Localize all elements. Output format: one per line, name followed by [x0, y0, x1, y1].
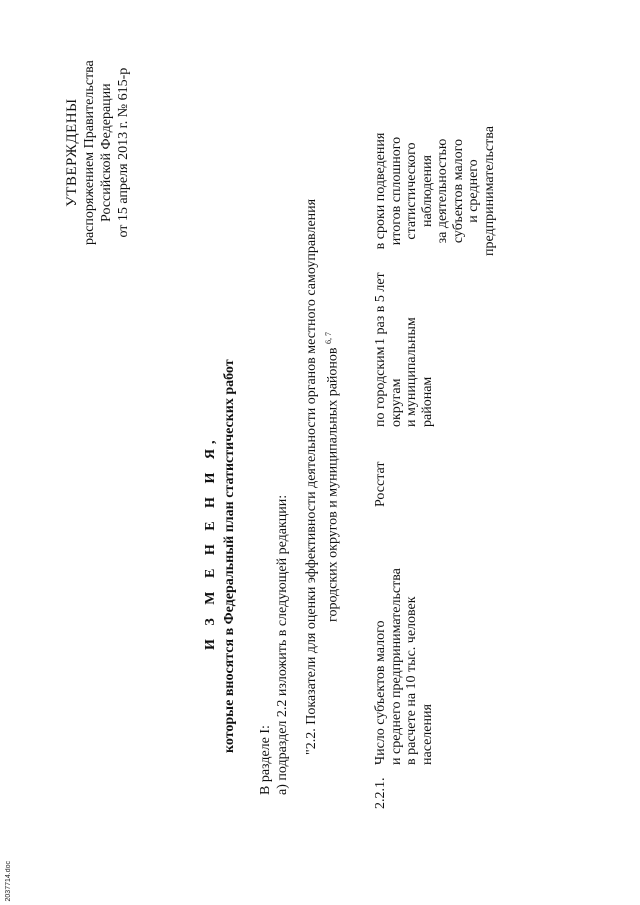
subsection-heading-line [320, 199, 342, 755]
approval-date: от 15 апреля 2013 г. № 615-р [116, 67, 131, 238]
period-line: в сроки подведения [373, 132, 388, 250]
indicator-line: Число субъектов малого [373, 620, 388, 765]
level-line: округам [388, 378, 404, 427]
period-cell [373, 126, 497, 256]
approval-stamp [64, 60, 132, 245]
period-line: статистического [404, 142, 419, 240]
document-title: И З М Е Н Е Н И Я, [203, 435, 218, 650]
row-number: 2.2.1. [373, 777, 388, 809]
agency-cell: Росстат [373, 461, 388, 507]
level-line: по городским [373, 346, 388, 427]
level-line: районам [419, 376, 435, 427]
period-line: итогов сплошного [388, 136, 404, 246]
period-line: за деятельностью [435, 138, 450, 244]
approval-line: распоряжением Правительства [82, 60, 97, 245]
section-intro [257, 495, 291, 795]
frequency-cell: 1 раз в 5 лет [373, 272, 388, 345]
document-subtitle: которые вносятся в Федеральный план статистических работ [222, 359, 237, 753]
approval-line: Российской Федерации [99, 83, 114, 222]
period-line: наблюдения [419, 155, 435, 228]
indicator-cell [373, 568, 435, 765]
period-line: предпринимательства [481, 126, 497, 256]
period-line: субъектов малого [450, 138, 466, 244]
approval-title: УТВЕРЖДЕНЫ [64, 98, 80, 207]
section-heading: В разделе I: [258, 725, 273, 795]
section-instruction: а) подраздел 2.2 изложить в следующей редакции: [275, 494, 290, 795]
subsection-heading [303, 199, 342, 755]
period-line: и среднего [466, 159, 481, 223]
indicator-line: и среднего предпринимательства [388, 568, 404, 765]
level-line: и муниципальным [404, 317, 419, 427]
indicator-line: в расчете на 10 тыс. человек [404, 596, 419, 765]
subsection-heading-line: "2.2. Показатели для оценки эффективности деятельности органов местного самоуправления [304, 198, 319, 755]
subsection-heading-text: городских округов и муниципальных районов [325, 347, 341, 622]
footnote-ref: 6, 7 [324, 331, 333, 344]
indicator-line: населения [419, 704, 435, 765]
document-id: 2037714.doc [5, 861, 12, 902]
